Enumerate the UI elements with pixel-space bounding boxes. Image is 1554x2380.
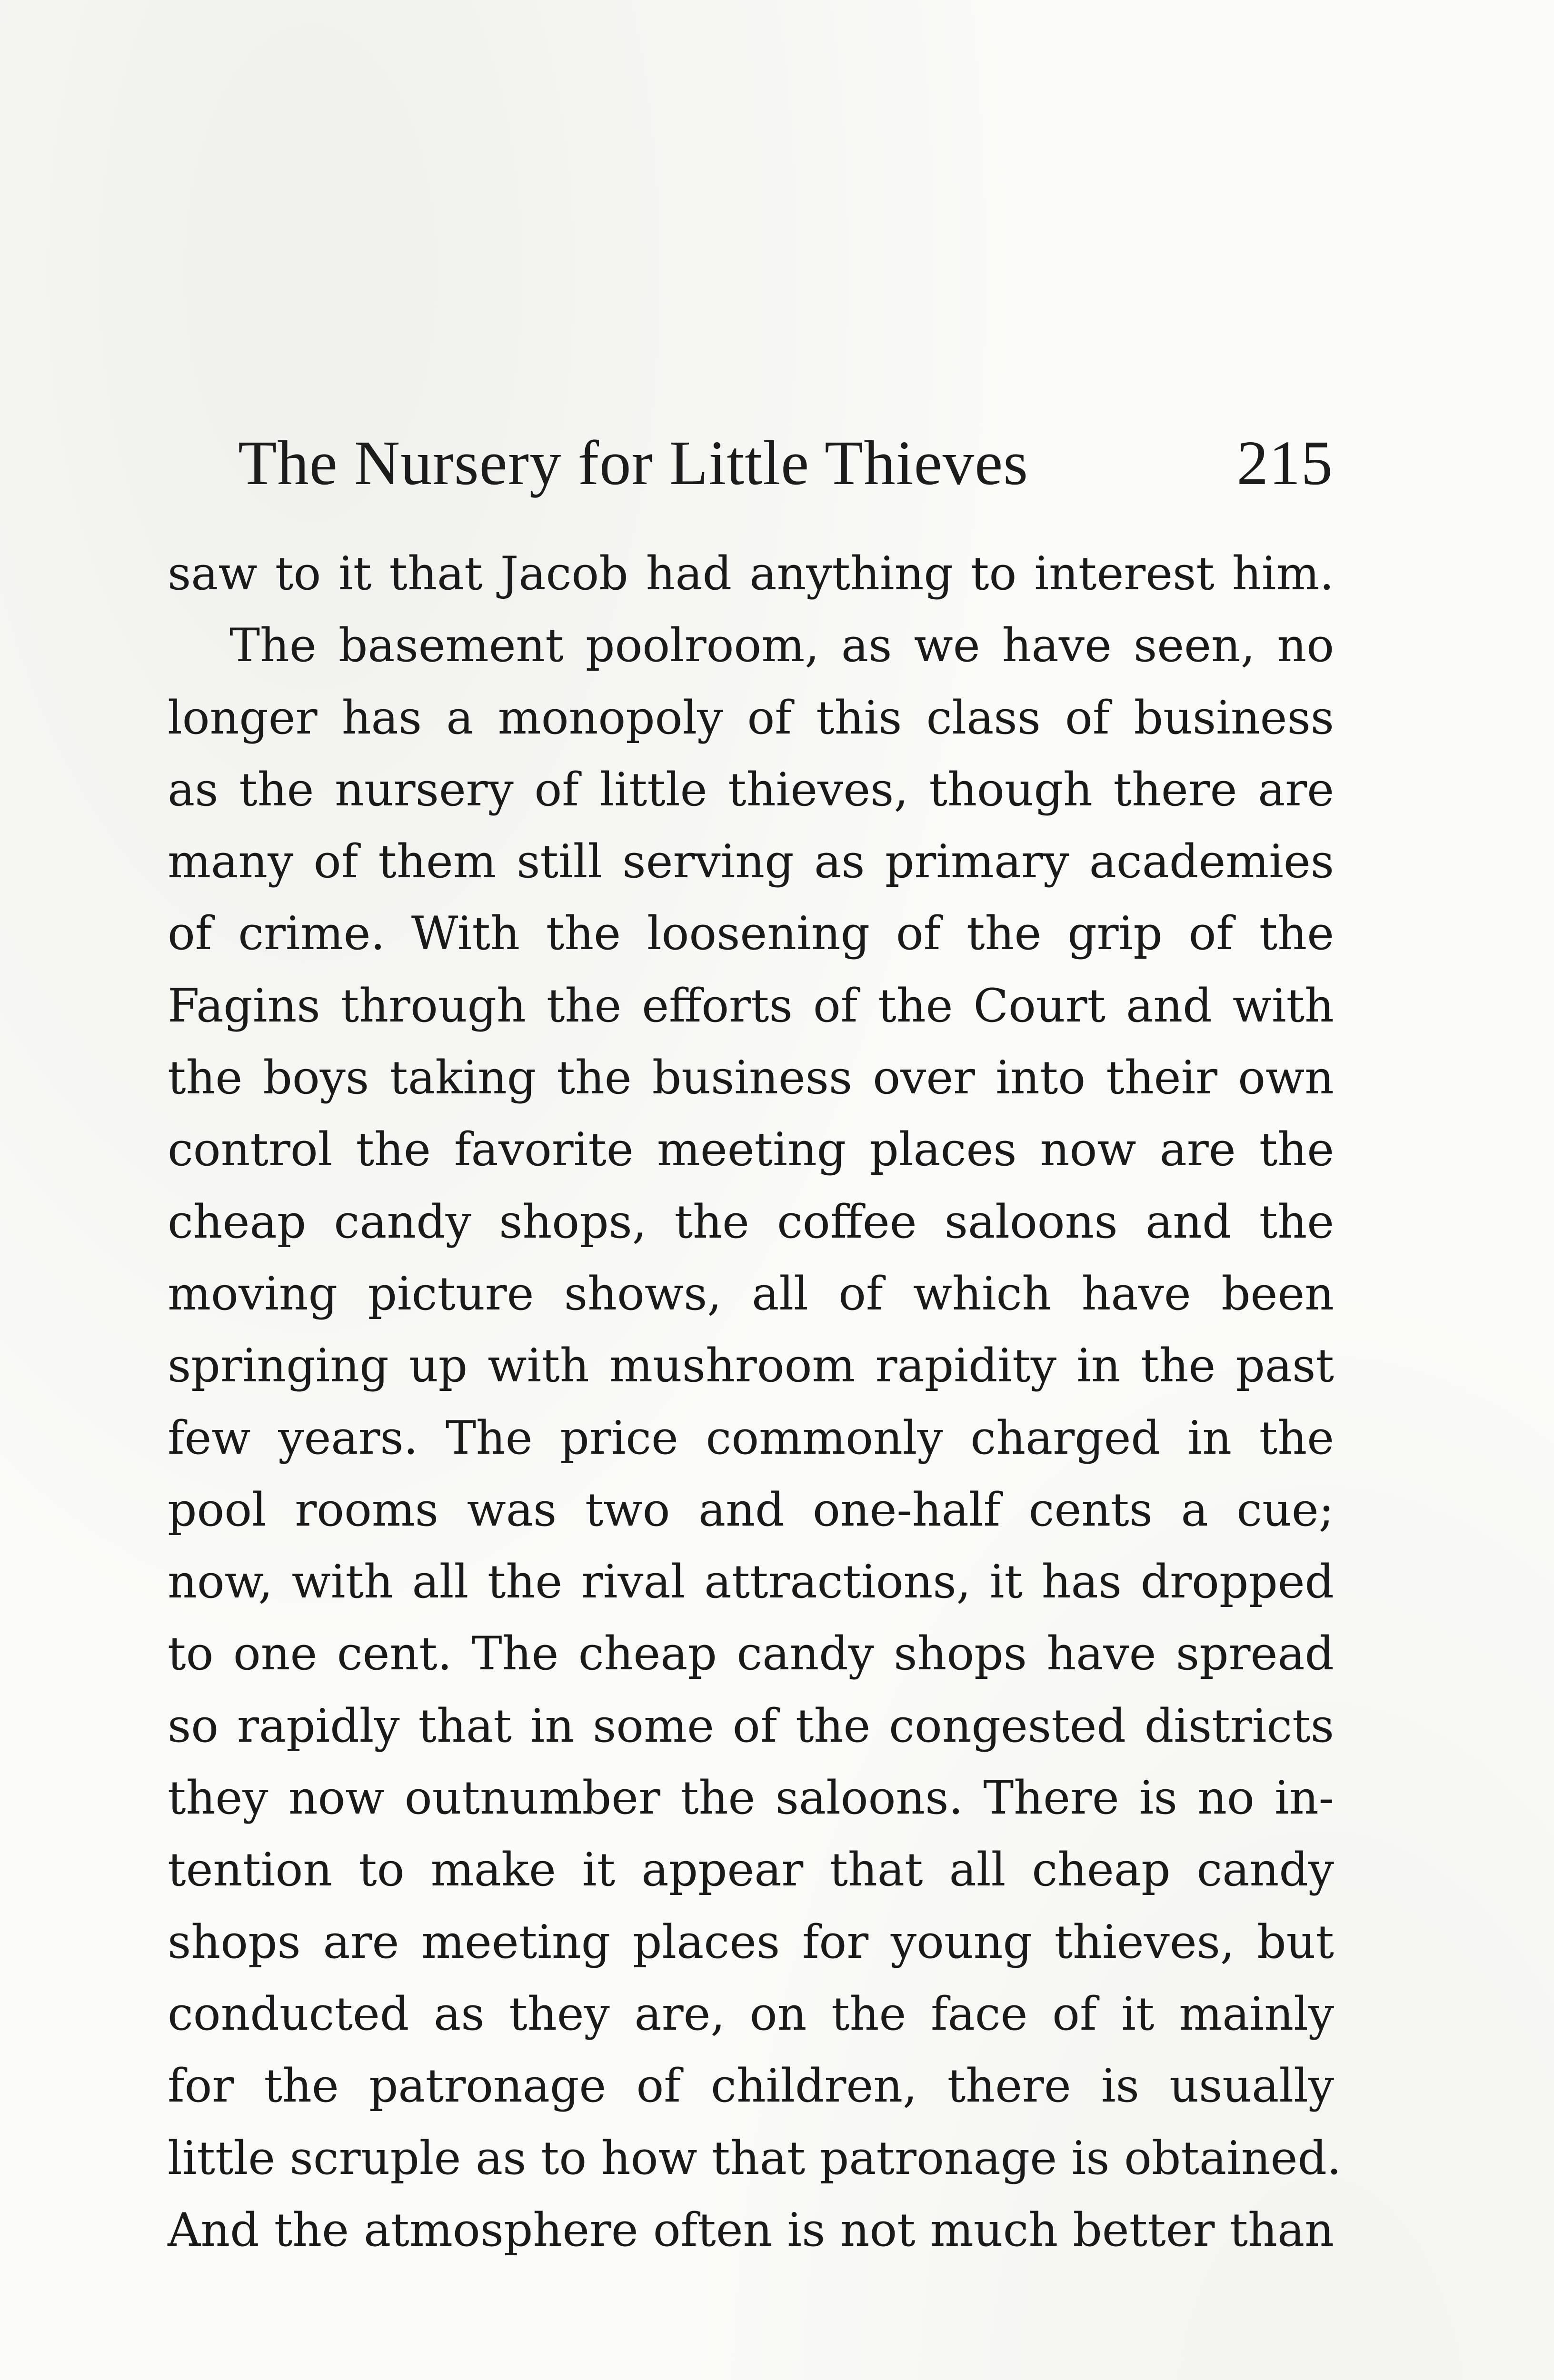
text-line: saw to it that Jacob had anything to interest him. [168,547,1334,600]
text-line: Fagins through the efforts of the Court and with [168,979,1334,1032]
text-line: few years. The price commonly charged in the [168,1411,1334,1465]
text-line: The basement poolroom, as we have seen, no [229,619,1334,673]
text-line: control the favorite meeting places now are the [168,1123,1334,1177]
text-line: moving picture shows, all of which have been [168,1267,1334,1320]
text-line: And the atmosphere often is not much better than [168,2203,1334,2257]
text-line: tention to make it appear that all cheap candy [168,1843,1334,1897]
running-head [238,426,1333,512]
text-line: for the patronage of children, there is usually [168,2059,1334,2113]
text-line: they now outnumber the saloons. There is no in- [168,1771,1334,1825]
text-line: the boys taking the business over into their own [168,1051,1334,1105]
text-line: shops are meeting places for young thieves, but [168,1915,1334,1969]
page-number: 215 [1236,427,1333,498]
text-line: pool rooms was two and one-half cents a cue; [168,1483,1334,1537]
chapter-title: The Nursery for Little Thieves [238,427,1028,498]
text-line: springing up with mushroom rapidity in the past [168,1339,1334,1393]
text-line: now, with all the rival attractions, it has dropped [168,1555,1334,1609]
text-line: as the nursery of little thieves, though there are [168,763,1334,816]
text-line: to one cent. The cheap candy shops have spread [168,1627,1334,1681]
text-line: longer has a monopoly of this class of business [168,691,1334,744]
text-line: cheap candy shops, the coffee saloons and the [168,1195,1334,1249]
body-text [168,538,1342,2266]
text-line: many of them still serving as primary academies [168,835,1334,889]
text-line: little scruple as to how that patronage is obtained. [168,2131,1342,2185]
text-line: so rapidly that in some of the congested districts [168,1699,1334,1753]
text-line: conducted as they are, on the face of it mainly [168,1987,1334,2041]
text-line: of crime. With the loosening of the grip of the [168,907,1334,961]
